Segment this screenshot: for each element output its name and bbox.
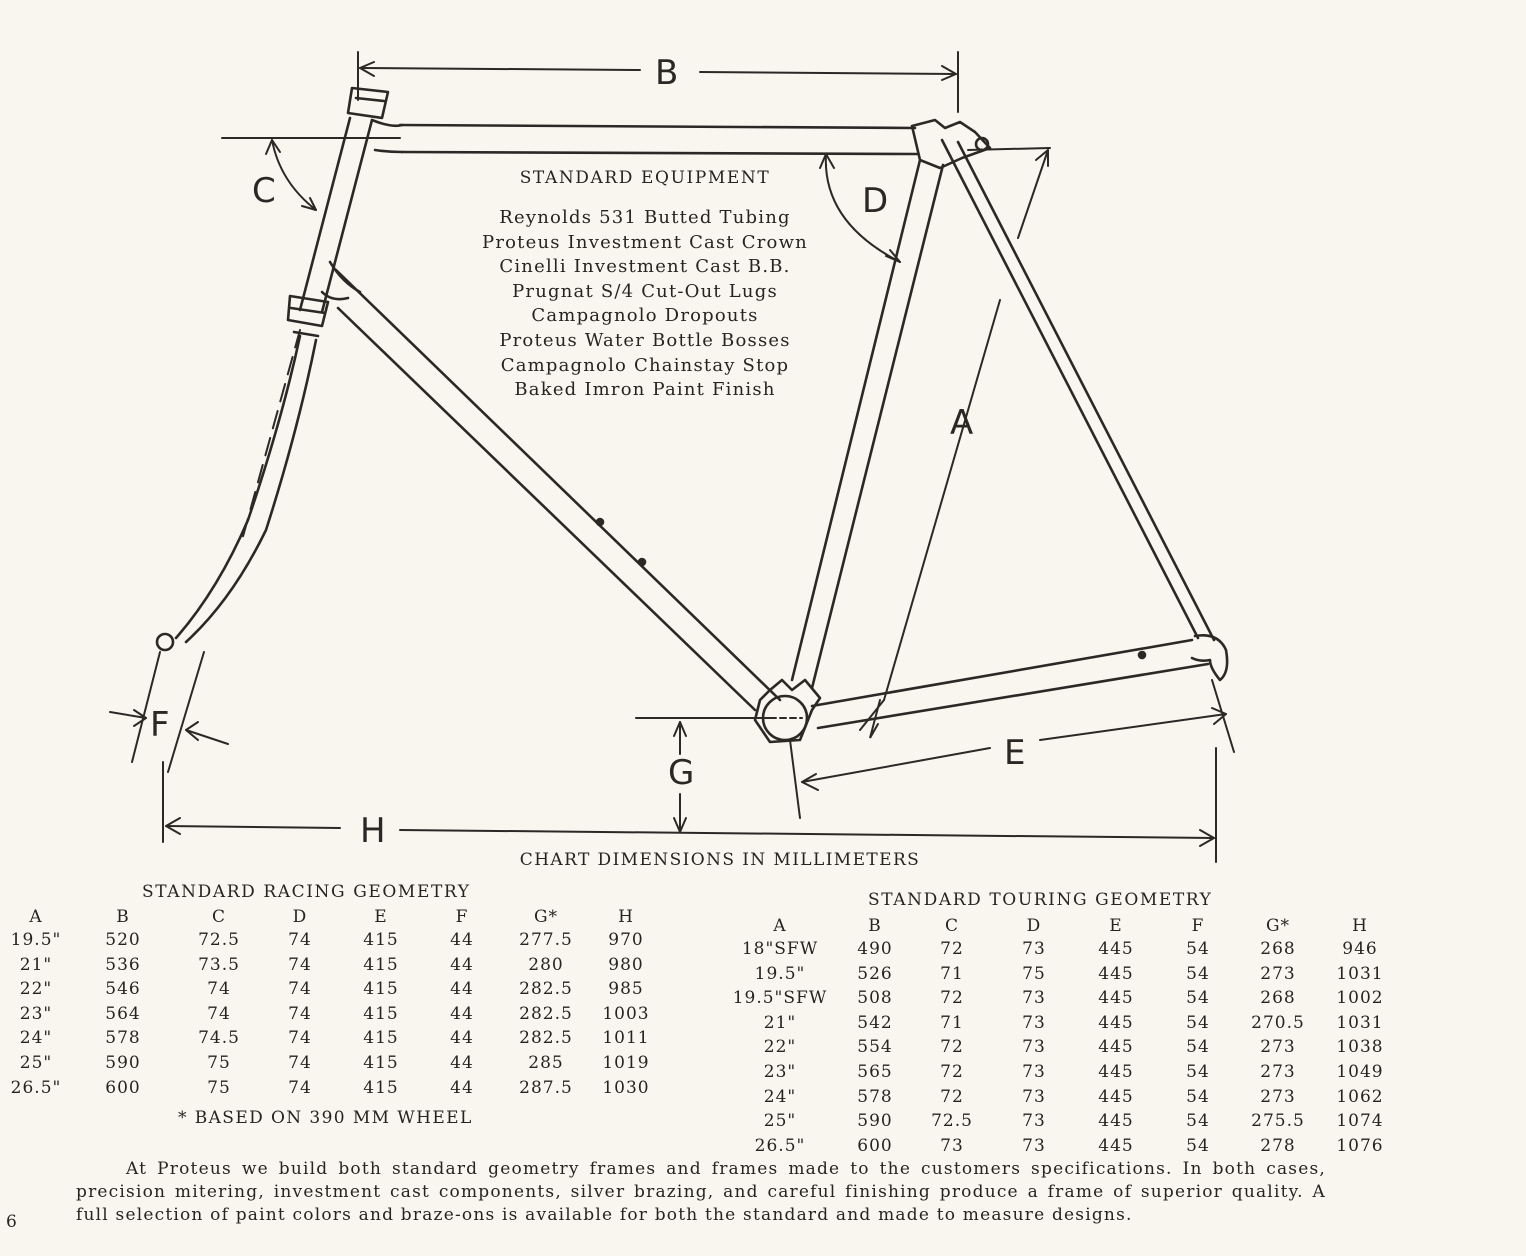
table-cell: 54 bbox=[1186, 939, 1210, 959]
table-cell: 73 bbox=[1022, 1012, 1046, 1033]
table-cell: 985 bbox=[608, 979, 644, 1000]
table-cell: 526 bbox=[857, 963, 893, 984]
col-header: D bbox=[1026, 916, 1042, 936]
table-cell: 287.5 bbox=[519, 1077, 573, 1098]
table-cell: 270.5 bbox=[1251, 1012, 1305, 1033]
table-cell: 44 bbox=[450, 930, 474, 950]
table-cell: 415 bbox=[363, 1052, 399, 1073]
table-cell: 1062 bbox=[1336, 1086, 1384, 1107]
table-cell: 73 bbox=[1022, 1086, 1046, 1107]
table-cell: 1031 bbox=[1336, 963, 1384, 984]
col-header: B bbox=[116, 907, 130, 927]
table-cell: 273 bbox=[1260, 963, 1296, 984]
touring-geometry-table bbox=[720, 915, 1402, 1158]
table-cell: 542 bbox=[857, 1012, 893, 1033]
table-cell: 415 bbox=[363, 954, 399, 975]
table-cell: 490 bbox=[857, 939, 893, 959]
table-cell: 508 bbox=[857, 988, 893, 1009]
racing-geometry-table bbox=[4, 906, 662, 1100]
table-cell: 415 bbox=[363, 930, 399, 950]
table-cell: 44 bbox=[450, 1052, 474, 1073]
table-cell: 1074 bbox=[1336, 1111, 1384, 1132]
table-row bbox=[4, 928, 662, 953]
head-tube bbox=[300, 118, 372, 312]
table-cell: 54 bbox=[1186, 1037, 1210, 1058]
table-cell: 980 bbox=[608, 954, 644, 975]
table-cell: 578 bbox=[857, 1086, 893, 1107]
table-cell: 44 bbox=[450, 954, 474, 975]
rear-dropout bbox=[1192, 635, 1227, 680]
table-cell: 18"SFW bbox=[741, 939, 819, 959]
table-row bbox=[4, 953, 662, 978]
table-cell: 415 bbox=[363, 979, 399, 1000]
equipment-item: Baked Imron Paint Finish bbox=[514, 379, 776, 401]
table-cell: 445 bbox=[1098, 1061, 1134, 1082]
table-cell: 54 bbox=[1186, 963, 1210, 984]
table-cell: 26.5" bbox=[754, 1135, 806, 1156]
touring-geometry-title: STANDARD TOURING GEOMETRY bbox=[868, 890, 1213, 910]
seat-stay bbox=[942, 140, 1214, 640]
table-cell: 44 bbox=[450, 979, 474, 1000]
table-cell: 75 bbox=[1022, 963, 1046, 984]
table-cell: 1003 bbox=[602, 1003, 650, 1024]
table-cell: 72.5 bbox=[198, 930, 240, 950]
table-cell: 71 bbox=[940, 1012, 964, 1033]
table-row bbox=[4, 1076, 662, 1101]
col-header: B bbox=[868, 916, 882, 936]
racing-header-row bbox=[4, 906, 662, 928]
table-cell: 23" bbox=[763, 1061, 797, 1082]
dim-label-g: G bbox=[668, 753, 695, 793]
table-cell: 44 bbox=[450, 1028, 474, 1049]
col-header: G* bbox=[533, 907, 559, 927]
table-cell: 72 bbox=[940, 1037, 964, 1058]
table-cell: 75 bbox=[207, 1052, 231, 1073]
table-cell: 445 bbox=[1098, 1012, 1134, 1033]
table-cell: 54 bbox=[1186, 1012, 1210, 1033]
fork-blade bbox=[176, 336, 316, 642]
table-cell: 19.5"SFW bbox=[732, 988, 828, 1009]
table-cell: 564 bbox=[105, 1003, 141, 1024]
table-cell: 415 bbox=[363, 1077, 399, 1098]
table-cell: 1038 bbox=[1336, 1037, 1384, 1058]
dim-label-a: A bbox=[950, 403, 974, 443]
table-cell: 74 bbox=[288, 930, 312, 950]
table-cell: 23" bbox=[19, 1003, 53, 1024]
table-cell: 74 bbox=[288, 954, 312, 975]
table-cell: 282.5 bbox=[519, 979, 573, 1000]
table-cell: 71 bbox=[940, 963, 964, 984]
table-cell: 26.5" bbox=[10, 1077, 62, 1098]
table-cell: 73 bbox=[1022, 1111, 1046, 1132]
top-tube bbox=[400, 125, 918, 154]
table-cell: 24" bbox=[763, 1086, 797, 1107]
col-header: F bbox=[455, 907, 469, 927]
table-cell: 22" bbox=[763, 1037, 797, 1058]
seat-lug bbox=[912, 120, 990, 168]
dim-label-h: H bbox=[360, 811, 386, 851]
table-cell: 74 bbox=[207, 979, 231, 1000]
table-cell: 600 bbox=[105, 1077, 141, 1098]
table-cell: 73 bbox=[1022, 1037, 1046, 1058]
table-row bbox=[720, 1011, 1402, 1036]
chart-caption: CHART DIMENSIONS IN MILLIMETERS bbox=[519, 850, 921, 870]
table-cell: 74 bbox=[288, 979, 312, 1000]
table-cell: 445 bbox=[1098, 963, 1134, 984]
table-cell: 565 bbox=[857, 1061, 893, 1082]
table-cell: 445 bbox=[1098, 1135, 1134, 1156]
table-cell: 445 bbox=[1098, 1111, 1134, 1132]
table-cell: 73.5 bbox=[198, 954, 240, 975]
dim-label-c: C bbox=[252, 171, 276, 211]
col-header: C bbox=[944, 916, 959, 936]
table-cell: 268 bbox=[1260, 988, 1296, 1009]
table-cell: 72 bbox=[940, 1061, 964, 1082]
table-cell: 44 bbox=[450, 1077, 474, 1098]
dim-g bbox=[636, 718, 770, 832]
table-cell: 74 bbox=[288, 1052, 312, 1073]
table-cell: 1076 bbox=[1336, 1135, 1384, 1156]
table-cell: 280 bbox=[528, 954, 564, 975]
col-header: H bbox=[1352, 916, 1368, 936]
table-row bbox=[720, 986, 1402, 1011]
table-cell: 946 bbox=[1342, 939, 1378, 959]
table-cell: 1019 bbox=[602, 1052, 650, 1073]
table-row bbox=[720, 937, 1402, 962]
fork-dropout bbox=[157, 634, 173, 650]
table-cell: 72 bbox=[940, 939, 964, 959]
table-cell: 1031 bbox=[1336, 1012, 1384, 1033]
headset-bottom bbox=[288, 296, 328, 336]
table-cell: 285 bbox=[528, 1052, 564, 1073]
table-cell: 54 bbox=[1186, 988, 1210, 1009]
headset-top bbox=[348, 88, 388, 118]
table-cell: 74 bbox=[288, 1003, 312, 1024]
table-cell: 445 bbox=[1098, 939, 1134, 959]
table-cell: 445 bbox=[1098, 988, 1134, 1009]
description-paragraph: At Proteus we build both standard geometry frames and frames made to the customers specifications. In both cases, precision mitering, investment cast components, silver brazing, and careful finishing produce a frame of superior quality. A full selection of paint colors and braze-ons is available for both the standard and made to measure designs. bbox=[76, 1159, 1326, 1225]
table-cell: 25" bbox=[19, 1052, 53, 1073]
col-header: E bbox=[1109, 916, 1123, 936]
table-cell: 520 bbox=[105, 930, 141, 950]
table-row bbox=[720, 1035, 1402, 1060]
table-cell: 600 bbox=[857, 1135, 893, 1156]
table-cell: 73 bbox=[940, 1135, 964, 1156]
table-cell: 22" bbox=[19, 979, 53, 1000]
table-cell: 74 bbox=[288, 1028, 312, 1049]
equipment-item: Campagnolo Dropouts bbox=[531, 305, 759, 327]
table-cell: 73 bbox=[1022, 939, 1046, 959]
table-cell: 546 bbox=[105, 979, 141, 1000]
table-row bbox=[4, 1002, 662, 1027]
col-header: G* bbox=[1265, 916, 1291, 936]
table-cell: 445 bbox=[1098, 1037, 1134, 1058]
table-cell: 282.5 bbox=[519, 1028, 573, 1049]
table-cell: 74 bbox=[288, 1077, 312, 1098]
table-row bbox=[720, 1085, 1402, 1110]
table-cell: 73 bbox=[1022, 988, 1046, 1009]
table-cell: 277.5 bbox=[519, 930, 573, 950]
table-cell: 415 bbox=[363, 1028, 399, 1049]
table-cell: 970 bbox=[608, 930, 644, 950]
table-cell: 578 bbox=[105, 1028, 141, 1049]
table-cell: 278 bbox=[1260, 1135, 1296, 1156]
touring-header-row bbox=[720, 915, 1402, 937]
table-row bbox=[4, 977, 662, 1002]
wheel-footnote: * BASED ON 390 MM WHEEL bbox=[178, 1108, 473, 1128]
table-cell: 1049 bbox=[1336, 1061, 1384, 1082]
table-row bbox=[4, 1051, 662, 1076]
table-cell: 273 bbox=[1260, 1086, 1296, 1107]
table-cell: 536 bbox=[105, 954, 141, 975]
equipment-item: Cinelli Investment Cast B.B. bbox=[499, 256, 791, 278]
dim-label-f: F bbox=[150, 705, 170, 745]
col-header: H bbox=[618, 907, 634, 927]
col-header: F bbox=[1191, 916, 1205, 936]
table-row bbox=[4, 1026, 662, 1051]
table-row bbox=[720, 1134, 1402, 1159]
table-cell: 74 bbox=[207, 1003, 231, 1024]
table-cell: 73 bbox=[1022, 1061, 1046, 1082]
table-cell: 282.5 bbox=[519, 1003, 573, 1024]
dim-label-d: D bbox=[862, 181, 889, 221]
table-cell: 1011 bbox=[602, 1028, 650, 1049]
col-header: E bbox=[374, 907, 388, 927]
table-cell: 44 bbox=[450, 1003, 474, 1024]
equipment-item: Proteus Water Bottle Bosses bbox=[499, 329, 791, 351]
table-cell: 73 bbox=[1022, 1135, 1046, 1156]
head-lug bbox=[372, 120, 402, 152]
table-cell: 554 bbox=[857, 1037, 893, 1058]
table-cell: 72 bbox=[940, 1086, 964, 1107]
standard-equipment bbox=[440, 168, 850, 403]
table-cell: 74.5 bbox=[198, 1028, 240, 1049]
table-cell: 590 bbox=[105, 1052, 141, 1073]
dim-label-b: B bbox=[655, 53, 679, 93]
table-cell: 21" bbox=[19, 954, 53, 975]
table-cell: 54 bbox=[1186, 1135, 1210, 1156]
equipment-item: Campagnolo Chainstay Stop bbox=[500, 354, 790, 376]
table-cell: 19.5" bbox=[10, 930, 62, 950]
equipment-item: Proteus Investment Cast Crown bbox=[482, 231, 808, 253]
table-cell: 21" bbox=[763, 1012, 797, 1033]
col-header: A bbox=[29, 907, 43, 927]
table-cell: 72 bbox=[940, 988, 964, 1009]
equipment-item: Reynolds 531 Butted Tubing bbox=[499, 207, 791, 228]
col-header: D bbox=[292, 907, 308, 927]
table-cell: 75 bbox=[207, 1077, 231, 1098]
table-cell: 54 bbox=[1186, 1061, 1210, 1082]
col-header: A bbox=[773, 916, 787, 936]
table-cell: 590 bbox=[857, 1111, 893, 1132]
table-cell: 445 bbox=[1098, 1086, 1134, 1107]
table-cell: 273 bbox=[1260, 1061, 1296, 1082]
equipment-item: Prugnat S/4 Cut-Out Lugs bbox=[512, 280, 778, 302]
table-cell: 273 bbox=[1260, 1037, 1296, 1058]
page-number: 6 bbox=[6, 1212, 17, 1232]
table-cell: 19.5" bbox=[754, 963, 806, 984]
table-cell: 25" bbox=[763, 1111, 797, 1132]
col-header: C bbox=[211, 907, 226, 927]
table-row bbox=[720, 962, 1402, 987]
table-cell: 72.5 bbox=[931, 1111, 973, 1132]
table-cell: 415 bbox=[363, 1003, 399, 1024]
table-cell: 1030 bbox=[602, 1077, 650, 1098]
dim-label-e: E bbox=[1004, 733, 1026, 773]
table-row bbox=[720, 1060, 1402, 1085]
table-cell: 268 bbox=[1260, 939, 1296, 959]
table-row bbox=[720, 1109, 1402, 1134]
table-cell: 24" bbox=[19, 1028, 53, 1049]
table-cell: 275.5 bbox=[1251, 1111, 1305, 1132]
racing-geometry-title: STANDARD RACING GEOMETRY bbox=[142, 882, 471, 902]
table-cell: 54 bbox=[1186, 1086, 1210, 1107]
equipment-title: STANDARD EQUIPMENT bbox=[519, 168, 771, 188]
table-cell: 1002 bbox=[1336, 988, 1384, 1009]
table-cell: 54 bbox=[1186, 1111, 1210, 1132]
